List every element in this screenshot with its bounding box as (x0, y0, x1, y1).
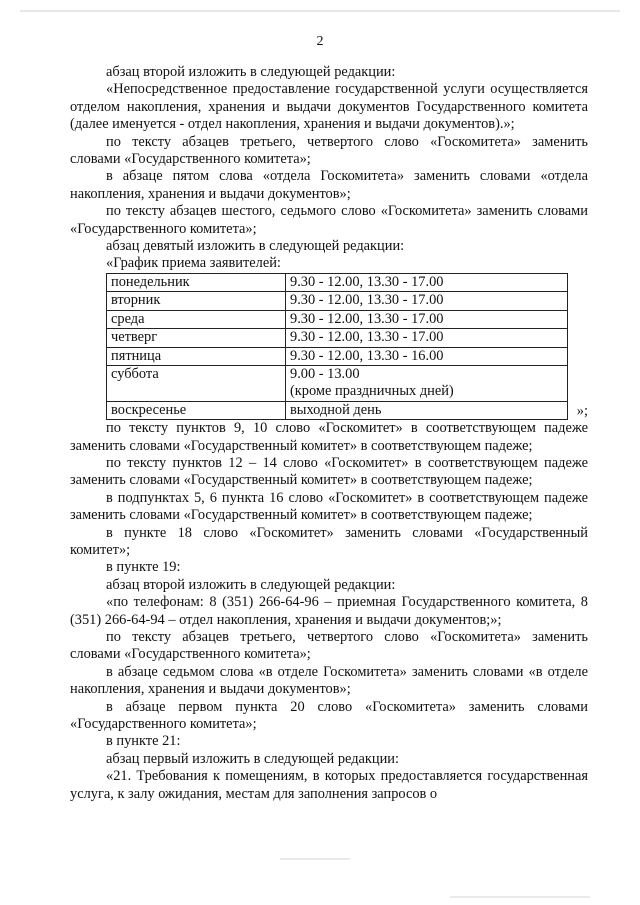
paragraph: по тексту абзацев третьего, четвертого слово «Госкомитета» заменить словами «Государственного комитета»; (70, 629, 588, 663)
paragraph: «21. Требования к помещениям, в которых предоставляется государственная услуга, к залу ожидания, местам для заполнения запросов о (70, 768, 588, 802)
schedule-hours: 9.30 - 12.00, 13.30 - 17.00 (290, 329, 444, 346)
schedule-row (107, 273, 568, 291)
paragraph: в подпунктах 5, 6 пункта 16 слово «Госкомитет» в соответствующем падеже заменить словами «Государственный комитет» в соответствующем падеже; (70, 489, 588, 524)
paragraph: абзац второй изложить в следующей редакции: (106, 64, 396, 80)
paragraph: «Непосредственное предоставление государственной услуги осуществляется отделом накопления, хранения и выдачи документов Государственного комитета (далее именуется - отдел накопления, хранения и выдачи документов).»; (70, 81, 588, 133)
schedule-day: понедельник (107, 273, 286, 291)
paragraph: в абзаце первом пункта 20 слово «Госкомитета» заменить словами «Государственного комитета»; (70, 698, 588, 733)
schedule-day: четверг (107, 329, 286, 347)
schedule-hours: 9.30 - 12.00, 13.30 - 16.00 (290, 347, 444, 364)
schedule-row (107, 310, 568, 328)
schedule-table-wrapper (106, 273, 588, 420)
scan-noise-stamp (280, 858, 350, 860)
paragraph: по тексту абзацев третьего, четвертого слово «Госкомитета» заменить словами «Государственного комитета»; (70, 133, 588, 168)
schedule-hours: 9.30 - 12.00, 13.30 - 17.00 (290, 292, 444, 309)
schedule-hours-cell (286, 329, 568, 347)
paragraph: в абзаце седьмом слова «в отделе Госкомитета» заменить словами «в отделе накопления, хранения и выдачи документов»; (70, 663, 588, 698)
paragraph: по тексту пунктов 12 – 14 слово «Госкомитет» в соответствующем падеже заменить словами «Государственный комитет» в соответствующем падеже; (70, 454, 588, 489)
document-body (70, 64, 588, 803)
schedule-row (107, 329, 568, 347)
schedule-hours-cell (286, 273, 568, 291)
schedule-hours: 9.00 - 13.00 (290, 365, 360, 382)
paragraph: абзац первый изложить в следующей редакции: (106, 750, 400, 767)
schedule-day: пятница (107, 347, 286, 365)
schedule-hours-cell (286, 347, 568, 365)
schedule-row (107, 401, 568, 419)
paragraph: по тексту абзацев шестого, седьмого слово «Госкомитета» заменить словами «Государственного комитета»; (70, 203, 588, 237)
schedule-day: вторник (107, 292, 286, 310)
paragraph: абзац второй изложить в следующей редакции: (106, 576, 396, 593)
schedule-day: суббота (107, 365, 286, 401)
schedule-row (107, 347, 568, 365)
schedule-row (107, 365, 568, 401)
paragraph: в абзаце пятом слова «отдела Госкомитета» заменить словами «отдела накопления, хранения и выдачи документов»; (70, 168, 588, 202)
schedule-note: (кроме праздничных дней) (290, 383, 454, 400)
paragraph: в пункте 18 слово «Госкомитет» заменить словами «Государственный комитет»; (70, 524, 588, 558)
paragraphs-after-table (70, 420, 588, 803)
paragraph: в пункте 19: (106, 559, 181, 576)
schedule-hours-cell (286, 310, 568, 328)
table-closing-quote: »; (576, 402, 588, 419)
scan-noise-bottom (450, 896, 590, 898)
paragraph: абзац девятый изложить в следующей редакции: (106, 238, 405, 255)
paragraph: «График приема заявителей: (106, 255, 281, 272)
schedule-hours-cell (286, 365, 568, 401)
schedule-day: среда (107, 310, 286, 328)
schedule-table (106, 273, 568, 420)
schedule-hours-cell (286, 401, 568, 419)
scan-noise-top (20, 10, 620, 12)
page-number: 2 (316, 34, 324, 49)
schedule-hours: 9.30 - 12.00, 13.30 - 17.00 (290, 310, 444, 327)
schedule-day: воскресенье (107, 401, 286, 419)
schedule-row (107, 292, 568, 310)
schedule-hours-cell (286, 292, 568, 310)
paragraph: в пункте 21: (106, 733, 181, 750)
schedule-hours: 9.30 - 12.00, 13.30 - 17.00 (290, 273, 444, 290)
paragraphs-before-table (70, 64, 588, 273)
paragraph: «по телефонам: 8 (351) 266-64-96 – приемная Государственного комитета, 8 (351) 266-64-94 – отдел накопления, хранения и выдачи документов;»; (70, 594, 588, 628)
schedule-hours: выходной день (290, 401, 382, 418)
paragraph: по тексту пунктов 9, 10 слово «Госкомитет» в соответствующем падеже заменить словами «Государственный комитет» в соответствующем падеже; (70, 420, 588, 454)
